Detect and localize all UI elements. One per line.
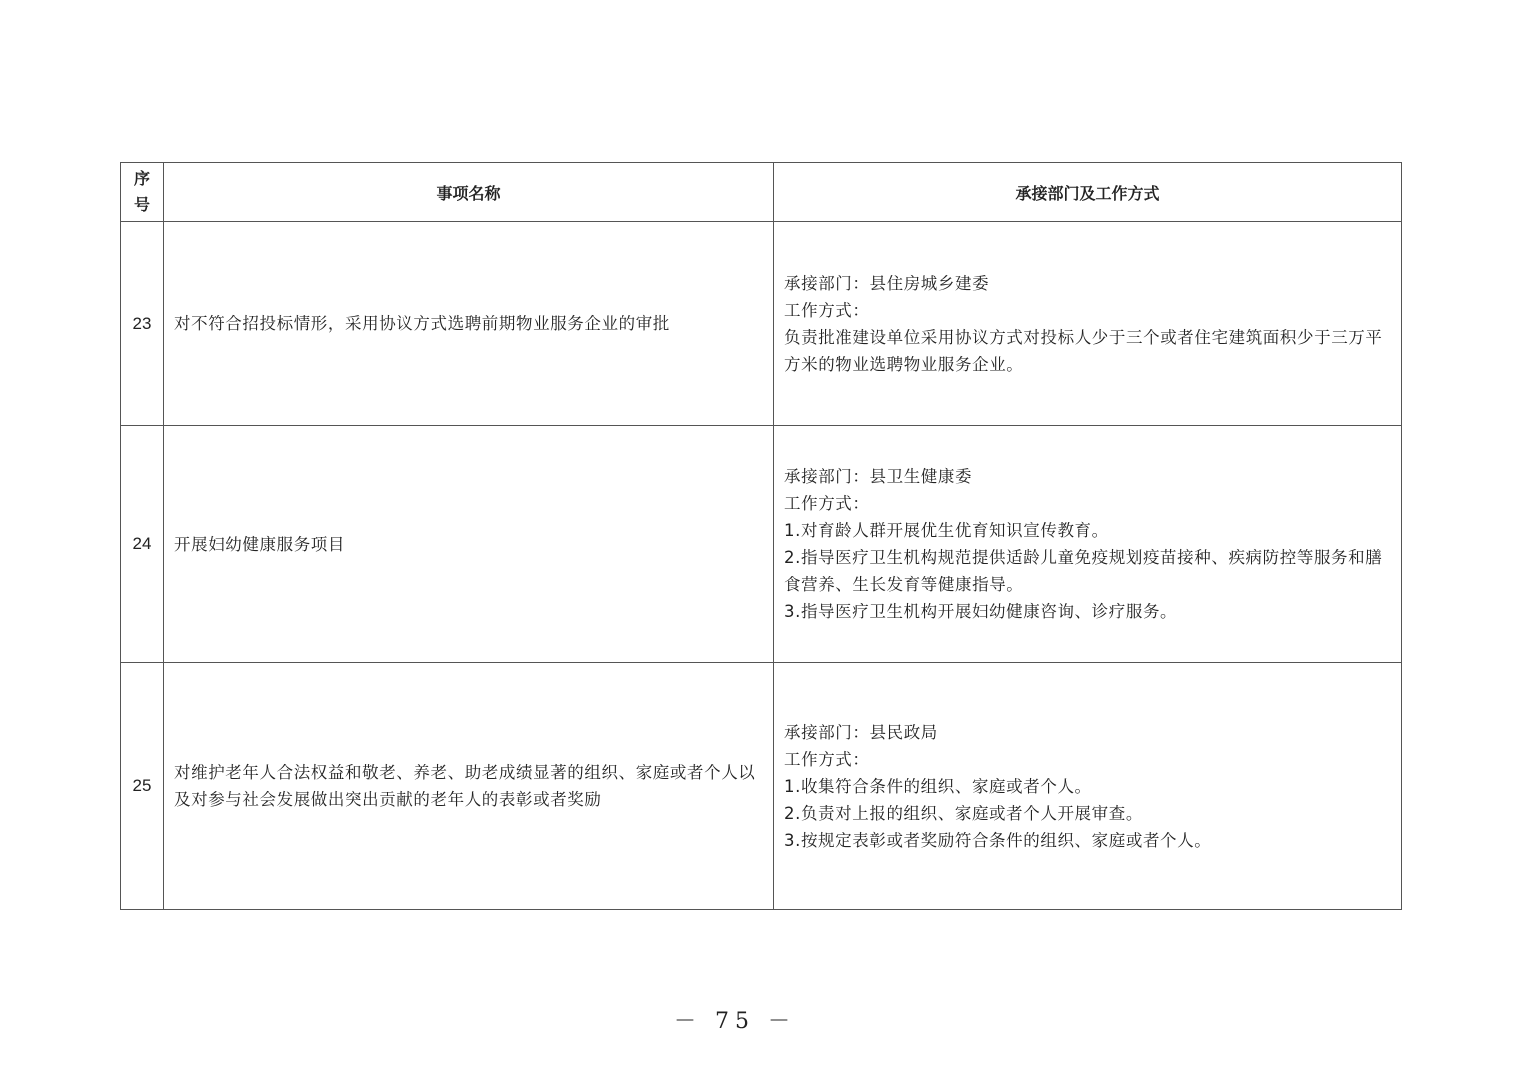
row-number: 23 [121,222,164,426]
header-item-name: 事项名称 [164,163,774,222]
department-and-method [774,663,1402,910]
header-serial-number: 序 号 [121,163,164,222]
table-row [121,426,1402,663]
dept-line: 承接部门：县卫生健康委 [784,467,973,486]
row-number: 24 [121,426,164,663]
dept-line: 1.收集符合条件的组织、家庭或者个人。 [784,776,1092,796]
table-row [121,663,1402,910]
department-and-method [774,222,1402,426]
row-number: 25 [121,663,164,910]
dept-line: 承接部门：县民政局 [784,722,938,742]
table-header-row [121,163,1402,222]
dept-line: 工作方式： [784,749,870,769]
item-name: 对维护老年人合法权益和敬老、养老、助老成绩显著的组织、家庭或者个人以及对参与社会发展做出突出贡献的老年人的表彰或者奖励 [164,663,774,910]
dept-line: 负责批准建设单位采用协议方式对投标人少于三个或者住宅建筑面积少于三万平方米的物业选聘物业服务企业。 [784,327,1383,374]
item-name: 开展妇幼健康服务项目 [164,426,774,663]
header-department-and-method: 承接部门及工作方式 [774,163,1402,222]
department-and-method [774,426,1402,663]
table-row [121,222,1402,426]
dept-line: 2.指导医疗卫生机构规范提供适龄儿童免疫规划疫苗接种、疾病防控等服务和膳食营养、生长发育等健康指导。 [784,548,1383,594]
dept-line: 承接部门：县住房城乡建委 [784,273,990,293]
page-number: － 75 － [674,1009,796,1034]
dept-line: 工作方式： [784,300,870,320]
dept-line: 2.负责对上报的组织、家庭或者个人开展审查。 [784,803,1143,823]
dept-line: 3.指导医疗卫生机构开展妇幼健康咨询、诊疗服务。 [784,602,1178,621]
dept-line: 工作方式： [784,494,870,513]
items-table [120,162,1402,910]
dept-line: 3.按规定表彰或者奖励符合条件的组织、家庭或者个人。 [784,830,1212,850]
dept-line: 1.对育龄人群开展优生优育知识宣传教育。 [784,521,1109,540]
item-name: 对不符合招投标情形，采用协议方式选聘前期物业服务企业的审批 [164,222,774,426]
